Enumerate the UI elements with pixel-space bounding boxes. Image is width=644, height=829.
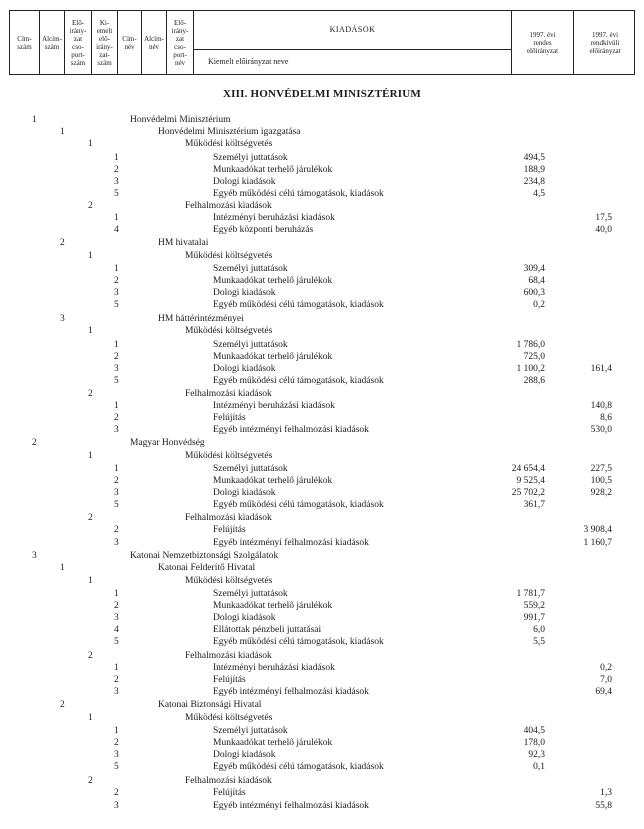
table-row (0, 600, 644, 612)
row-code-c3: 2 (88, 201, 93, 211)
row-name: Katonai Nemzetbiztonsági Szolgálatok (130, 551, 279, 561)
table-row (0, 499, 644, 511)
row-name: Dologi kiadások (213, 613, 276, 623)
table-row (0, 237, 644, 249)
table-row (0, 475, 644, 487)
table-row (0, 624, 644, 636)
table-row (0, 164, 644, 176)
table-row (0, 388, 644, 400)
header-eloiranyzat-csoport-szam: Elő- irány- zat cso- port- szám (65, 11, 92, 74)
table-row (0, 650, 644, 662)
table-row (0, 325, 644, 337)
rendkivuli-value: 227,5 (590, 464, 612, 474)
table-row (0, 299, 644, 311)
table-row (0, 612, 644, 624)
row-code-c4: 3 (114, 364, 119, 374)
table-row (0, 351, 644, 363)
row-name: HM háttérintézményei (158, 314, 244, 324)
table-row (0, 550, 644, 562)
row-code-c4: 5 (114, 637, 119, 647)
row-code-c4: 3 (114, 538, 119, 548)
rendes-value: 1 781,7 (516, 589, 545, 599)
table-row (0, 275, 644, 287)
table-row (0, 512, 644, 524)
row-name: Működési költségvetés (185, 713, 273, 723)
table-row (0, 524, 644, 536)
table-row (0, 339, 644, 351)
rendes-value: 1 100,2 (516, 364, 545, 374)
rendes-value: 4,5 (533, 189, 545, 199)
row-name: Felújítás (213, 788, 246, 798)
row-code-c4: 5 (114, 300, 119, 310)
row-name: Felhalmozási kiadások (185, 651, 272, 661)
row-name: Személyi juttatások (213, 340, 288, 350)
header-kiemelt-eloiranyzat-neve: Kiemelt előirányzat neve (208, 56, 289, 66)
row-name: Munkaadókat terhelő járulékok (213, 738, 333, 748)
row-code-c4: 1 (114, 153, 119, 163)
table-row (0, 463, 644, 475)
row-code-c4: 4 (114, 225, 119, 235)
table-row (0, 200, 644, 212)
table-row (0, 437, 644, 449)
row-name: Személyi juttatások (213, 464, 288, 474)
row-code-c3: 2 (88, 513, 93, 523)
row-code-c2: 3 (60, 314, 65, 324)
row-name: Katonai Felderítő Hivatal (158, 563, 256, 573)
table-row (0, 424, 644, 436)
row-name: Felújítás (213, 675, 246, 685)
row-code-c3: 1 (88, 251, 93, 261)
row-name: Honvédelmi Minisztérium (130, 115, 231, 125)
table-row (0, 662, 644, 674)
row-name: Működési költségvetés (185, 326, 273, 336)
rendes-value: 600,3 (523, 288, 545, 298)
row-code-c4: 1 (114, 340, 119, 350)
table-row (0, 761, 644, 773)
row-name: Felhalmozási kiadások (185, 776, 272, 786)
row-code-c4: 2 (114, 675, 119, 685)
table-row (0, 537, 644, 549)
row-name: Munkaadókat terhelő járulékok (213, 165, 333, 175)
rendes-value: 6,0 (533, 625, 545, 635)
table-row (0, 737, 644, 749)
row-code-c3: 2 (88, 651, 93, 661)
rendes-value: 0,1 (533, 762, 545, 772)
rendkivuli-value: 140,8 (590, 401, 612, 411)
row-name: Dologi kiadások (213, 364, 276, 374)
header-eloiranyzat-csoport-nev: Elő- irány- zat cso- port- név (167, 11, 194, 74)
table-row (0, 313, 644, 325)
header-kiadasok: KIADÁSOK (194, 11, 511, 50)
rendkivuli-value: 55,8 (595, 801, 612, 811)
table-row (0, 188, 644, 200)
table-row (0, 787, 644, 799)
row-name: Magyar Honvédség (130, 438, 205, 448)
table-row (0, 712, 644, 724)
table-row (0, 176, 644, 188)
row-code-c4: 1 (114, 663, 119, 673)
table-row (0, 686, 644, 698)
row-code-c4: 3 (114, 613, 119, 623)
rendkivuli-value: 530,0 (590, 425, 612, 435)
header-alcimszam: Alcím- szám (40, 11, 65, 74)
rendes-value: 25 702,2 (511, 488, 545, 498)
section-title: XIII. HONVÉDELMI MINISZTÉRIUM (222, 88, 422, 100)
table-row (0, 152, 644, 164)
table-row (0, 224, 644, 236)
row-code-c4: 1 (114, 589, 119, 599)
row-name: Működési költségvetés (185, 576, 273, 586)
row-code-c4: 2 (114, 165, 119, 175)
row-code-c4: 2 (114, 738, 119, 748)
rendes-value: 188,9 (523, 165, 545, 175)
row-name: Dologi kiadások (213, 488, 276, 498)
row-code-c4: 2 (114, 352, 119, 362)
row-code-c2: 2 (60, 700, 65, 710)
row-code-c3: 1 (88, 326, 93, 336)
row-code-c2: 1 (60, 127, 65, 137)
row-name: Személyi juttatások (213, 264, 288, 274)
rendes-value: 92,3 (528, 750, 545, 760)
table-row (0, 400, 644, 412)
row-code-c3: 2 (88, 389, 93, 399)
row-code-c2: 2 (60, 238, 65, 248)
table-row (0, 363, 644, 375)
row-code-c4: 3 (114, 425, 119, 435)
rendes-value: 9 525,4 (516, 476, 545, 486)
row-code-c4: 3 (114, 288, 119, 298)
row-name: Működési költségvetés (185, 139, 273, 149)
rendkivuli-value: 0,2 (600, 663, 612, 673)
row-name: Egyéb működési célú támogatások, kiadások (213, 762, 384, 772)
row-name: Egyéb központi beruházás (213, 225, 314, 235)
rendes-value: 288,6 (523, 376, 545, 386)
table-row (0, 126, 644, 138)
rendkivuli-value: 161,4 (590, 364, 612, 374)
row-code-c4: 1 (114, 264, 119, 274)
row-name: Felhalmozási kiadások (185, 389, 272, 399)
table-row (0, 800, 644, 812)
header-kiemelt-eloiranyzat-szam: Ki- emelt elő- irány- zat- szám (92, 11, 118, 74)
table-row (0, 263, 644, 275)
rendkivuli-value: 7,0 (600, 675, 612, 685)
rendes-value: 24 654,4 (511, 464, 545, 474)
row-code-c3: 1 (88, 576, 93, 586)
rendkivuli-value: 1,3 (600, 788, 612, 798)
table-row (0, 375, 644, 387)
row-code-c4: 5 (114, 376, 119, 386)
row-name: Honvédelmi Minisztérium igazgatása (158, 127, 301, 137)
rendkivuli-value: 8,6 (600, 413, 612, 423)
rendkivuli-value: 17,5 (595, 213, 612, 223)
row-code-c1: 2 (32, 438, 37, 448)
row-name: Személyi juttatások (213, 589, 288, 599)
row-code-c4: 5 (114, 500, 119, 510)
row-name: Munkaadókat terhelő járulékok (213, 476, 333, 486)
header-cimszam: Cím- szám (10, 11, 40, 74)
table-row (0, 562, 644, 574)
rendes-value: 178,0 (523, 738, 545, 748)
row-name: Felújítás (213, 525, 246, 535)
table-row (0, 674, 644, 686)
table-row (0, 775, 644, 787)
rendkivuli-value: 3 908,4 (583, 525, 612, 535)
row-code-c4: 2 (114, 476, 119, 486)
row-code-c4: 3 (114, 488, 119, 498)
header-alcimnev: Alcím- név (142, 11, 167, 74)
row-code-c2: 1 (60, 563, 65, 573)
rendkivuli-value: 928,2 (590, 488, 612, 498)
table-row (0, 450, 644, 462)
row-code-c4: 5 (114, 762, 119, 772)
row-name: Intézményi beruházási kiadások (213, 663, 335, 673)
row-name: HM hivatalai (158, 238, 209, 248)
row-name: Egyéb működési célú támogatások, kiadások (213, 189, 384, 199)
row-name: Egyéb intézményi felhalmozási kiadások (213, 687, 369, 697)
header-rendkivuli-eloiranyzat: 1997. évi rendkívüli előirányzat (589, 30, 621, 55)
rendes-value: 1 786,0 (516, 340, 545, 350)
table-row (0, 114, 644, 126)
row-name: Személyi juttatások (213, 726, 288, 736)
row-name: Felhalmozási kiadások (185, 201, 272, 211)
row-name: Egyéb működési célú támogatások, kiadások (213, 500, 384, 510)
rendkivuli-value: 40,0 (595, 225, 612, 235)
table-row (0, 250, 644, 262)
row-name: Egyéb működési célú támogatások, kiadások (213, 376, 384, 386)
table-row (0, 636, 644, 648)
table-row (0, 575, 644, 587)
rendkivuli-value: 100,5 (590, 476, 612, 486)
rendes-value: 0,2 (533, 300, 545, 310)
row-code-c4: 1 (114, 726, 119, 736)
row-code-c4: 2 (114, 601, 119, 611)
row-name: Személyi juttatások (213, 153, 288, 163)
row-code-c4: 3 (114, 687, 119, 697)
rendes-value: 234,8 (523, 177, 545, 187)
row-code-c4: 4 (114, 625, 119, 635)
row-name: Működési költségvetés (185, 451, 273, 461)
rendes-value: 991,7 (523, 613, 545, 623)
row-name: Dologi kiadások (213, 177, 276, 187)
header-rendes-eloiranyzat: 1997. évi rendes előirányzat (512, 11, 574, 74)
rendes-value: 68,4 (528, 276, 545, 286)
row-name: Dologi kiadások (213, 288, 276, 298)
row-code-c4: 1 (114, 213, 119, 223)
rendes-value: 404,5 (523, 726, 545, 736)
row-name: Munkaadókat terhelő járulékok (213, 601, 333, 611)
row-name: Működési költségvetés (185, 251, 273, 261)
row-code-c4: 3 (114, 750, 119, 760)
row-code-c3: 1 (88, 139, 93, 149)
row-name: Munkaadókat terhelő járulékok (213, 352, 333, 362)
row-name: Dologi kiadások (213, 750, 276, 760)
row-name: Egyéb intézményi felhalmozási kiadások (213, 425, 369, 435)
table-row (0, 287, 644, 299)
rendes-value: 559,2 (523, 601, 545, 611)
table-row (0, 725, 644, 737)
row-name: Egyéb működési célú támogatások, kiadások (213, 637, 384, 647)
rendkivuli-value: 1 160,7 (583, 538, 612, 548)
rendes-value: 494,5 (523, 153, 545, 163)
row-name: Ellátottak pénzbeli juttatásai (213, 625, 322, 635)
row-name: Egyéb működési célú támogatások, kiadások (213, 300, 384, 310)
rendes-value: 309,4 (523, 264, 545, 274)
table-row (0, 487, 644, 499)
row-code-c4: 1 (114, 401, 119, 411)
row-name: Intézményi beruházási kiadások (213, 401, 335, 411)
rendkivuli-value: 69,4 (595, 687, 612, 697)
row-code-c1: 3 (32, 551, 37, 561)
row-code-c4: 2 (114, 525, 119, 535)
row-code-c4: 2 (114, 788, 119, 798)
row-code-c1: 1 (32, 115, 37, 125)
row-name: Felhalmozási kiadások (185, 513, 272, 523)
table-row (0, 749, 644, 761)
row-code-c3: 2 (88, 776, 93, 786)
row-code-c3: 1 (88, 451, 93, 461)
header-cimnev: Cím- név (118, 11, 142, 74)
row-code-c4: 1 (114, 464, 119, 474)
table-row (0, 138, 644, 150)
row-name: Felújítás (213, 413, 246, 423)
table-row (0, 412, 644, 424)
table-row (0, 699, 644, 711)
row-name: Egyéb intézményi felhalmozási kiadások (213, 801, 369, 811)
row-code-c4: 2 (114, 413, 119, 423)
table-row (0, 212, 644, 224)
row-name: Katonai Biztonsági Hivatal (158, 700, 262, 710)
row-name: Intézményi beruházási kiadások (213, 213, 335, 223)
row-name: Egyéb intézményi felhalmozási kiadások (213, 538, 369, 548)
rendes-value: 5,5 (533, 637, 545, 647)
rendes-value: 361,7 (523, 500, 545, 510)
rendes-value: 725,0 (523, 352, 545, 362)
row-code-c4: 3 (114, 177, 119, 187)
row-name: Munkaadókat terhelő járulékok (213, 276, 333, 286)
row-code-c4: 3 (114, 801, 119, 811)
row-code-c3: 1 (88, 713, 93, 723)
row-code-c4: 2 (114, 276, 119, 286)
row-code-c4: 5 (114, 189, 119, 199)
table-row (0, 588, 644, 600)
